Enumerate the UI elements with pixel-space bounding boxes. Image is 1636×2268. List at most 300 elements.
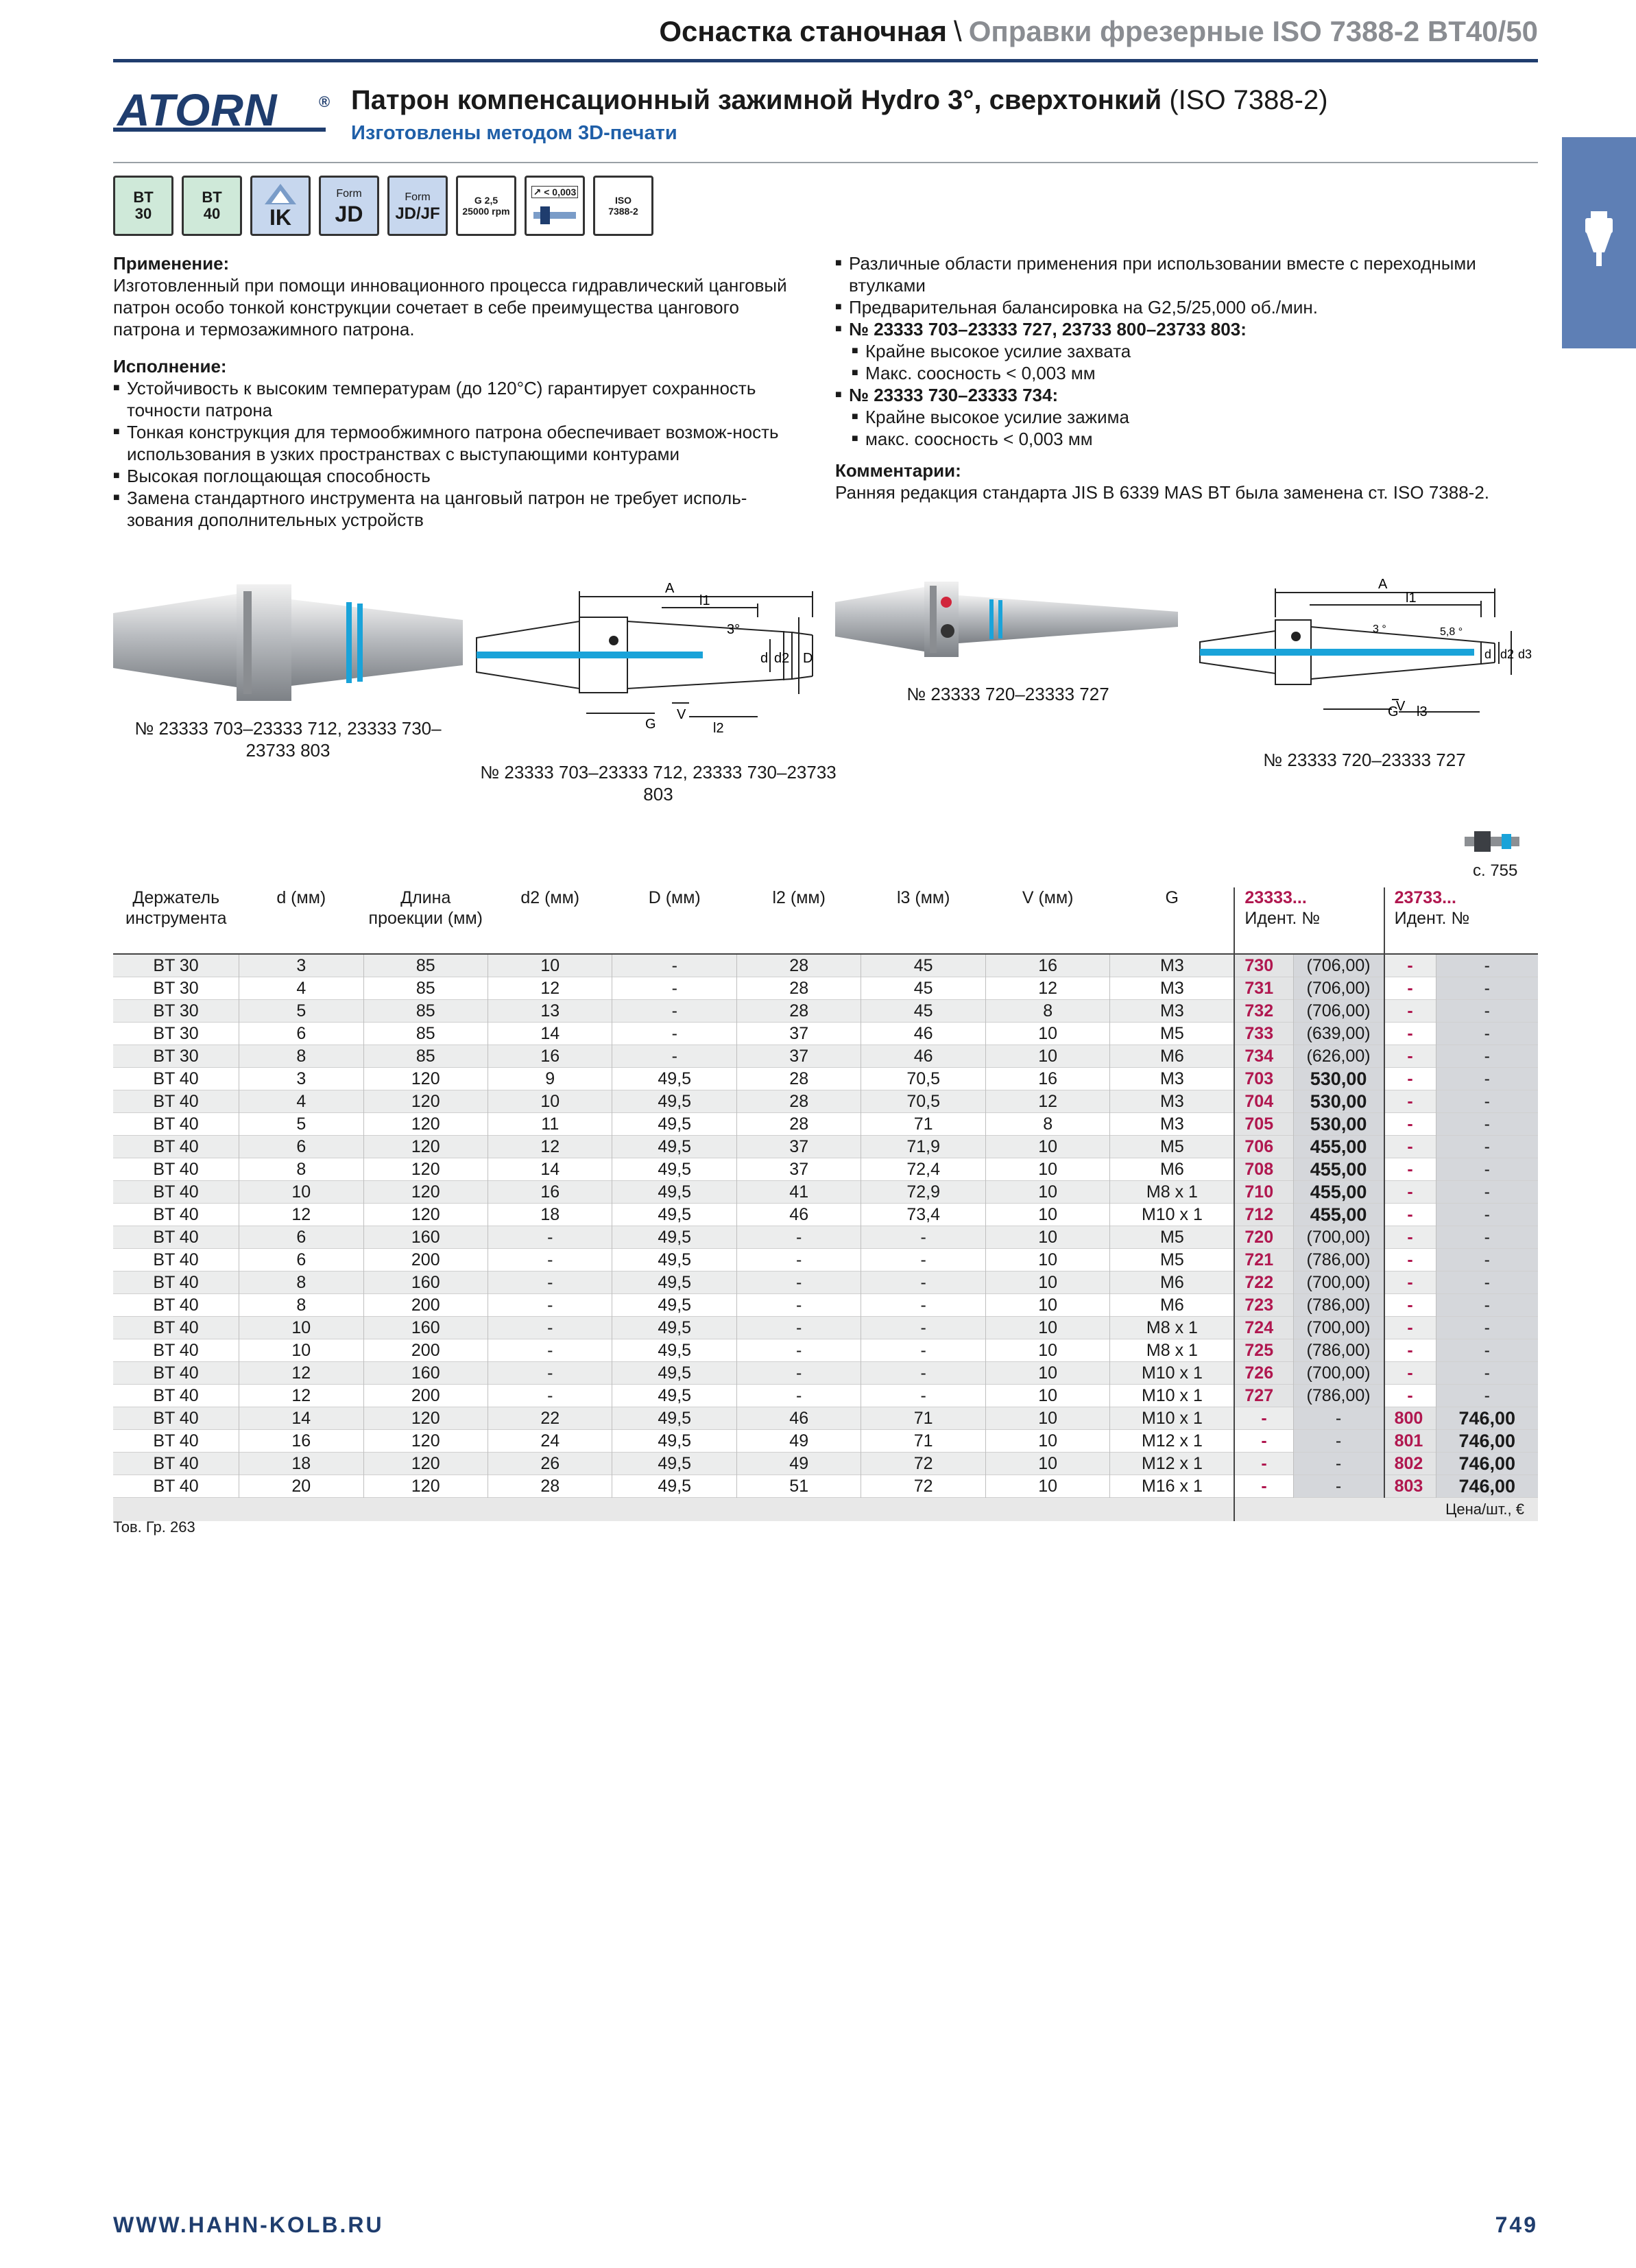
list-item: ■ № 23333 703–23333 727, 23733 800–23733 803: <box>835 318 1538 340</box>
table-row <box>113 1362 1538 1385</box>
table-cell: - <box>1436 1294 1538 1317</box>
col-header: d2 (мм) <box>520 888 580 907</box>
product-group-note: Тов. Гр. 263 <box>113 1518 195 1536</box>
table-cell: - <box>1436 1339 1538 1362</box>
left-text-column <box>113 252 806 531</box>
table-row <box>113 1430 1538 1453</box>
col-header: Держатель инструмента <box>125 888 227 928</box>
product-photo-long <box>835 582 1178 657</box>
table-cell: (700,00) <box>1293 1317 1384 1339</box>
table-cell: 723 <box>1234 1294 1293 1317</box>
list-item: ■ Крайне высокое усилие зажима <box>835 406 1538 428</box>
table-cell: - <box>1234 1475 1293 1498</box>
table-cell: - <box>1436 1272 1538 1294</box>
table-cell: 9 <box>488 1068 612 1090</box>
table-cell: 49,5 <box>612 1385 736 1407</box>
table-cell: 10 <box>488 1090 612 1113</box>
table-cell: 10 <box>985 1272 1109 1294</box>
table-cell: - <box>1436 1158 1538 1181</box>
table-cell: M6 <box>1110 1158 1234 1181</box>
table-cell: M12 x 1 <box>1110 1430 1234 1453</box>
table-cell: - <box>736 1226 861 1249</box>
dim-angle-label: 3° <box>727 622 741 637</box>
table-cell: 455,00 <box>1293 1204 1384 1226</box>
list-item: ■ Замена стандартного инструмента на цанговый патрон не требует исполь-зования дополнительных устройств <box>113 487 806 531</box>
table-cell: 530,00 <box>1293 1113 1384 1136</box>
table-cell: 11 <box>488 1113 612 1136</box>
table-cell: 200 <box>363 1385 488 1407</box>
dim-g-label: G <box>645 717 656 732</box>
table-cell: - <box>736 1362 861 1385</box>
product-title <box>351 85 1328 116</box>
table-cell: 12 <box>239 1204 363 1226</box>
title-rule <box>113 162 1538 163</box>
table-cell: 28 <box>736 977 861 1000</box>
table-cell: - <box>1436 1226 1538 1249</box>
table-cell: - <box>1384 1068 1436 1090</box>
table-cell: 26 <box>488 1453 612 1475</box>
table-cell: 12 <box>239 1385 363 1407</box>
table-cell: 12 <box>239 1362 363 1385</box>
toolholder-icon <box>1562 137 1636 348</box>
table-cell: 10 <box>985 1181 1109 1204</box>
table-cell: 8 <box>985 1000 1109 1023</box>
table-cell: 10 <box>239 1339 363 1362</box>
application-heading: Применение: <box>113 253 230 274</box>
table-cell: 8 <box>239 1294 363 1317</box>
table-cell: 18 <box>239 1453 363 1475</box>
table-cell: 10 <box>985 1475 1109 1498</box>
table-cell: 45 <box>861 954 985 977</box>
table-cell: (786,00) <box>1293 1294 1384 1317</box>
dim-a-label-2: A <box>1378 577 1388 592</box>
table-cell: - <box>1384 1023 1436 1045</box>
table-cell: 120 <box>363 1068 488 1090</box>
table-cell: 120 <box>363 1158 488 1181</box>
table-cell: 10 <box>985 1362 1109 1385</box>
svg-text:®: ® <box>319 93 330 110</box>
table-cell: 10 <box>985 1339 1109 1362</box>
table-cell: 6 <box>239 1249 363 1272</box>
table-cell: 12 <box>985 1090 1109 1113</box>
table-cell: - <box>736 1385 861 1407</box>
application-text: Изготовленный при помощи инновационного процесса гидравлический цанговый патрон особо тонкой конструкции сочетает в себе преимущества цангового патрона и термозажимного патрона. <box>113 275 787 339</box>
footer-url[interactable]: WWW.HAHN-KOLB.RU <box>113 2212 384 2237</box>
table-cell: - <box>1436 954 1538 977</box>
table-cell: 120 <box>363 1090 488 1113</box>
table-cell: (639,00) <box>1293 1023 1384 1045</box>
table-cell: 10 <box>985 1023 1109 1045</box>
col-header: d (мм) <box>276 888 326 907</box>
table-footer-row <box>113 1498 1538 1522</box>
table-cell: - <box>1293 1453 1384 1475</box>
iso-badge: ISO 7388-2 <box>593 176 653 236</box>
table-cell: 120 <box>363 1204 488 1226</box>
table-cell: - <box>488 1385 612 1407</box>
table-cell: 18 <box>488 1204 612 1226</box>
table-cell: 12 <box>488 1136 612 1158</box>
table-cell: 49,5 <box>612 1475 736 1498</box>
table-cell: 16 <box>239 1430 363 1453</box>
list-item: ■ Тонкая конструкция для термообжимного патрона обеспечивает возмож-ность использования в узких пространствах с выступающими контурами <box>113 421 806 465</box>
table-cell: - <box>1436 1362 1538 1385</box>
table-row <box>113 1045 1538 1068</box>
table-cell: 28 <box>736 1113 861 1136</box>
form-jdjf-badge: Form JD/JF <box>387 176 448 236</box>
list-item: ■ Различные области применения при использовании вместе с переходными втулками <box>835 252 1538 296</box>
table-cell: 73,4 <box>861 1204 985 1226</box>
table-cell: M10 x 1 <box>1110 1204 1234 1226</box>
list-item: ■ макс. соосность < 0,003 мм <box>835 428 1538 450</box>
table-cell: BT 40 <box>113 1430 239 1453</box>
table-cell: 6 <box>239 1023 363 1045</box>
table-cell: - <box>861 1385 985 1407</box>
table-cell: M8 x 1 <box>1110 1317 1234 1339</box>
comments-text: Ранняя редакция стандарта JIS B 6339 MAS BT была заменена ст. ISO 7388-2. <box>835 482 1490 503</box>
table-cell: 49,5 <box>612 1272 736 1294</box>
table-cell: 722 <box>1234 1272 1293 1294</box>
dim-d2-label-2: d2 <box>1500 647 1515 661</box>
table-row <box>113 1068 1538 1090</box>
table-cell: 10 <box>239 1181 363 1204</box>
table-row <box>113 1407 1538 1430</box>
table-cell: BT 40 <box>113 1317 239 1339</box>
table-cell: 24 <box>488 1430 612 1453</box>
feature-icons <box>113 176 653 236</box>
accessory-page-ref[interactable]: с. 755 <box>1473 861 1518 880</box>
table-row <box>113 1272 1538 1294</box>
table-cell: 10 <box>985 1045 1109 1068</box>
table-cell: BT 40 <box>113 1204 239 1226</box>
table-cell: 160 <box>363 1226 488 1249</box>
table-cell: 45 <box>861 977 985 1000</box>
table-cell: 49,5 <box>612 1113 736 1136</box>
table-cell: 49,5 <box>612 1090 736 1113</box>
table-cell: 10 <box>985 1158 1109 1181</box>
table-cell: - <box>1384 1385 1436 1407</box>
table-cell: BT 40 <box>113 1272 239 1294</box>
table-cell: 49,5 <box>612 1136 736 1158</box>
table-cell: (786,00) <box>1293 1385 1384 1407</box>
table-cell: - <box>1293 1430 1384 1453</box>
table-cell: 70,5 <box>861 1090 985 1113</box>
dim-d3-label: d3 <box>1518 647 1532 661</box>
table-cell: 85 <box>363 954 488 977</box>
drawing-caption-1: № 23333 703–23333 712, 23333 730–23733 803 <box>480 762 837 804</box>
table-cell: 802 <box>1384 1453 1436 1475</box>
table-cell: - <box>1384 1181 1436 1204</box>
table-cell: 120 <box>363 1430 488 1453</box>
col-header: D (мм) <box>648 888 701 907</box>
table-cell: 730 <box>1234 954 1293 977</box>
table-cell: - <box>1436 1204 1538 1226</box>
table-row <box>113 1317 1538 1339</box>
table-cell: - <box>1384 1158 1436 1181</box>
table-cell: 49,5 <box>612 1158 736 1181</box>
table-cell: 28 <box>736 1068 861 1090</box>
table-cell: 746,00 <box>1436 1407 1538 1430</box>
table-cell: 710 <box>1234 1181 1293 1204</box>
table-cell: 703 <box>1234 1068 1293 1090</box>
table-cell: 727 <box>1234 1385 1293 1407</box>
table-cell: - <box>612 1000 736 1023</box>
article-table <box>113 887 1538 1521</box>
execution-list <box>113 377 806 531</box>
table-cell: - <box>1384 1249 1436 1272</box>
dim-a-label: A <box>665 581 675 596</box>
dim-l1-label: l1 <box>699 593 710 608</box>
table-cell: 160 <box>363 1362 488 1385</box>
table-cell: - <box>1384 1204 1436 1226</box>
col-header: Длина проекции (мм) <box>368 888 483 928</box>
table-cell: 803 <box>1384 1475 1436 1498</box>
table-row <box>113 1294 1538 1317</box>
table-cell: 455,00 <box>1293 1136 1384 1158</box>
col-header: l3 (мм) <box>896 888 950 907</box>
list-item: ■ Крайне высокое усилие захвата <box>835 340 1538 362</box>
table-cell: 6 <box>239 1136 363 1158</box>
table-cell: 6 <box>239 1226 363 1249</box>
dim-angle-label-2: 3 ° <box>1373 623 1386 635</box>
list-item: ■ № 23333 730–23333 734: <box>835 384 1538 406</box>
table-cell: 10 <box>985 1249 1109 1272</box>
table-cell: 37 <box>736 1136 861 1158</box>
table-cell: - <box>736 1272 861 1294</box>
table-cell: (706,00) <box>1293 977 1384 1000</box>
table-cell: 71 <box>861 1430 985 1453</box>
table-cell: 46 <box>861 1023 985 1045</box>
dim-l3-label: l3 <box>1417 704 1428 719</box>
table-cell: - <box>1436 1385 1538 1407</box>
table-row <box>113 1339 1538 1362</box>
table-cell: - <box>1436 1181 1538 1204</box>
table-row <box>113 1136 1538 1158</box>
table-cell: M3 <box>1110 954 1234 977</box>
dimension-drawing-1 <box>470 576 826 748</box>
table-cell: 8 <box>985 1113 1109 1136</box>
table-cell: M12 x 1 <box>1110 1453 1234 1475</box>
table-cell: - <box>1436 1249 1538 1272</box>
table-cell: M3 <box>1110 1113 1234 1136</box>
table-cell: 46 <box>861 1045 985 1068</box>
table-cell: (786,00) <box>1293 1249 1384 1272</box>
table-cell: 72 <box>861 1453 985 1475</box>
table-cell: 10 <box>985 1226 1109 1249</box>
table-cell: 731 <box>1234 977 1293 1000</box>
table-cell: 14 <box>488 1158 612 1181</box>
table-cell: M10 x 1 <box>1110 1407 1234 1430</box>
table-cell: 85 <box>363 1045 488 1068</box>
table-cell: - <box>612 1023 736 1045</box>
table-cell: 4 <box>239 1090 363 1113</box>
table-cell: 200 <box>363 1294 488 1317</box>
execution-heading: Исполнение: <box>113 356 227 377</box>
table-cell: 70,5 <box>861 1068 985 1090</box>
table-cell: 28 <box>736 954 861 977</box>
table-cell: 49,5 <box>612 1317 736 1339</box>
table-cell: 530,00 <box>1293 1068 1384 1090</box>
table-cell: 16 <box>488 1181 612 1204</box>
table-cell: 530,00 <box>1293 1090 1384 1113</box>
dim-d2-label: d2 <box>774 651 790 666</box>
table-cell: BT 40 <box>113 1136 239 1158</box>
photo-caption-1: № 23333 703–23333 712, 23333 730–23733 803 <box>134 718 442 761</box>
page-number: 749 <box>1495 2212 1538 2237</box>
table-cell: 45 <box>861 1000 985 1023</box>
drawing-caption-2: № 23333 720–23333 727 <box>1263 750 1466 770</box>
table-cell: BT 40 <box>113 1362 239 1385</box>
dim-d-label-2: d <box>1484 647 1492 661</box>
table-cell: BT 40 <box>113 1294 239 1317</box>
table-cell: BT 30 <box>113 1000 239 1023</box>
table-cell: - <box>488 1272 612 1294</box>
table-cell: 28 <box>736 1000 861 1023</box>
table-cell: 71,9 <box>861 1136 985 1158</box>
table-cell: 72,4 <box>861 1158 985 1181</box>
table-cell: M3 <box>1110 977 1234 1000</box>
table-cell: 49,5 <box>612 1339 736 1362</box>
form-jd-badge: Form JD <box>319 176 379 236</box>
table-cell: M16 x 1 <box>1110 1475 1234 1498</box>
list-item: ■ Макс. соосность < 0,003 мм <box>835 362 1538 384</box>
table-cell: 49,5 <box>612 1362 736 1385</box>
table-cell: BT 40 <box>113 1158 239 1181</box>
table-cell: 16 <box>488 1045 612 1068</box>
table-cell: 10 <box>985 1204 1109 1226</box>
dim-g-label-2: G <box>1388 704 1399 719</box>
table-cell: 705 <box>1234 1113 1293 1136</box>
balance-badge: G 2,5 25000 rpm <box>456 176 516 236</box>
table-cell: 746,00 <box>1436 1453 1538 1475</box>
dim-d-label: d <box>760 651 769 666</box>
table-cell: - <box>1436 1317 1538 1339</box>
table-cell: 49,5 <box>612 1407 736 1430</box>
table-cell: 706 <box>1234 1136 1293 1158</box>
table-cell: 12 <box>488 977 612 1000</box>
table-cell: 3 <box>239 954 363 977</box>
table-cell: BT 40 <box>113 1453 239 1475</box>
table-cell: M8 x 1 <box>1110 1339 1234 1362</box>
product-photo-bt40 <box>113 584 463 701</box>
table-cell: 455,00 <box>1293 1181 1384 1204</box>
table-cell: 733 <box>1234 1023 1293 1045</box>
table-cell: 726 <box>1234 1362 1293 1385</box>
table-cell: M3 <box>1110 1090 1234 1113</box>
table-cell: 708 <box>1234 1158 1293 1181</box>
dimension-drawing-2 <box>1193 576 1536 734</box>
table-cell: BT 30 <box>113 1023 239 1045</box>
table-cell: - <box>1436 1023 1538 1045</box>
table-row <box>113 1113 1538 1136</box>
table-row <box>113 1158 1538 1181</box>
table-cell: - <box>1436 1090 1538 1113</box>
accessory-icon[interactable] <box>1460 827 1529 855</box>
table-cell: - <box>488 1294 612 1317</box>
product-title-main: Патрон компенсационный зажимной Hydro 3°, сверхтонкий <box>351 85 1162 115</box>
table-cell: 746,00 <box>1436 1430 1538 1453</box>
table-cell: 724 <box>1234 1317 1293 1339</box>
table-cell: - <box>1384 1362 1436 1385</box>
table-cell: 49 <box>736 1430 861 1453</box>
table-cell: 120 <box>363 1136 488 1158</box>
table-cell: - <box>1436 1113 1538 1136</box>
table-cell: 10 <box>985 1385 1109 1407</box>
table-cell: 120 <box>363 1113 488 1136</box>
table-cell: - <box>1384 1090 1436 1113</box>
table-cell: - <box>1384 1045 1436 1068</box>
dim-l1-label-2: l1 <box>1406 590 1417 606</box>
col-header: G <box>1165 888 1179 907</box>
table-cell: 120 <box>363 1453 488 1475</box>
table-cell: BT 40 <box>113 1090 239 1113</box>
product-title-norm: (ISO 7388-2) <box>1169 85 1328 115</box>
table-cell: M5 <box>1110 1226 1234 1249</box>
table-row <box>113 1000 1538 1023</box>
table-cell: 3 <box>239 1068 363 1090</box>
table-cell: 37 <box>736 1158 861 1181</box>
table-header-row <box>113 887 1538 954</box>
table-cell: 8 <box>239 1272 363 1294</box>
atorn-logo <box>113 88 339 139</box>
features-list <box>835 252 1538 450</box>
table-cell: - <box>1384 1000 1436 1023</box>
table-cell: 720 <box>1234 1226 1293 1249</box>
table-row <box>113 1181 1538 1204</box>
table-cell: 200 <box>363 1249 488 1272</box>
dim-l2-label: l2 <box>713 721 724 736</box>
table-cell: BT 40 <box>113 1226 239 1249</box>
chapter-side-tab[interactable] <box>1562 137 1636 348</box>
table-cell: 10 <box>985 1317 1109 1339</box>
table-cell: 71 <box>861 1113 985 1136</box>
table-cell: - <box>1384 1339 1436 1362</box>
svg-text:ATORN: ATORN <box>117 88 278 135</box>
table-cell: - <box>488 1339 612 1362</box>
table-cell: 37 <box>736 1045 861 1068</box>
table-cell: M8 x 1 <box>1110 1181 1234 1204</box>
table-cell: BT 40 <box>113 1068 239 1090</box>
table-cell: (700,00) <box>1293 1226 1384 1249</box>
table-cell: - <box>1436 1136 1538 1158</box>
table-cell: 28 <box>488 1475 612 1498</box>
table-cell: 51 <box>736 1475 861 1498</box>
table-cell: 712 <box>1234 1204 1293 1226</box>
table-row <box>113 977 1538 1000</box>
table-cell: 8 <box>239 1158 363 1181</box>
table-cell: BT 30 <box>113 977 239 1000</box>
table-cell: - <box>1234 1407 1293 1430</box>
table-cell: - <box>488 1362 612 1385</box>
table-cell: 14 <box>239 1407 363 1430</box>
header-category: Оснастка станочная <box>659 15 948 47</box>
table-cell: 49,5 <box>612 1181 736 1204</box>
table-cell: - <box>1384 1113 1436 1136</box>
table-row <box>113 1249 1538 1272</box>
table-cell: - <box>736 1317 861 1339</box>
table-cell: - <box>1436 977 1538 1000</box>
table-cell: BT 40 <box>113 1249 239 1272</box>
table-cell: M5 <box>1110 1136 1234 1158</box>
product-subtitle: Изготовлены методом 3D-печати <box>351 122 677 144</box>
table-cell: (786,00) <box>1293 1339 1384 1362</box>
table-cell: 72,9 <box>861 1181 985 1204</box>
table-cell: - <box>861 1272 985 1294</box>
table-cell: 10 <box>985 1407 1109 1430</box>
table-cell: - <box>1436 1045 1538 1068</box>
table-cell: 5 <box>239 1000 363 1023</box>
table-row <box>113 1385 1538 1407</box>
table-cell: 734 <box>1234 1045 1293 1068</box>
